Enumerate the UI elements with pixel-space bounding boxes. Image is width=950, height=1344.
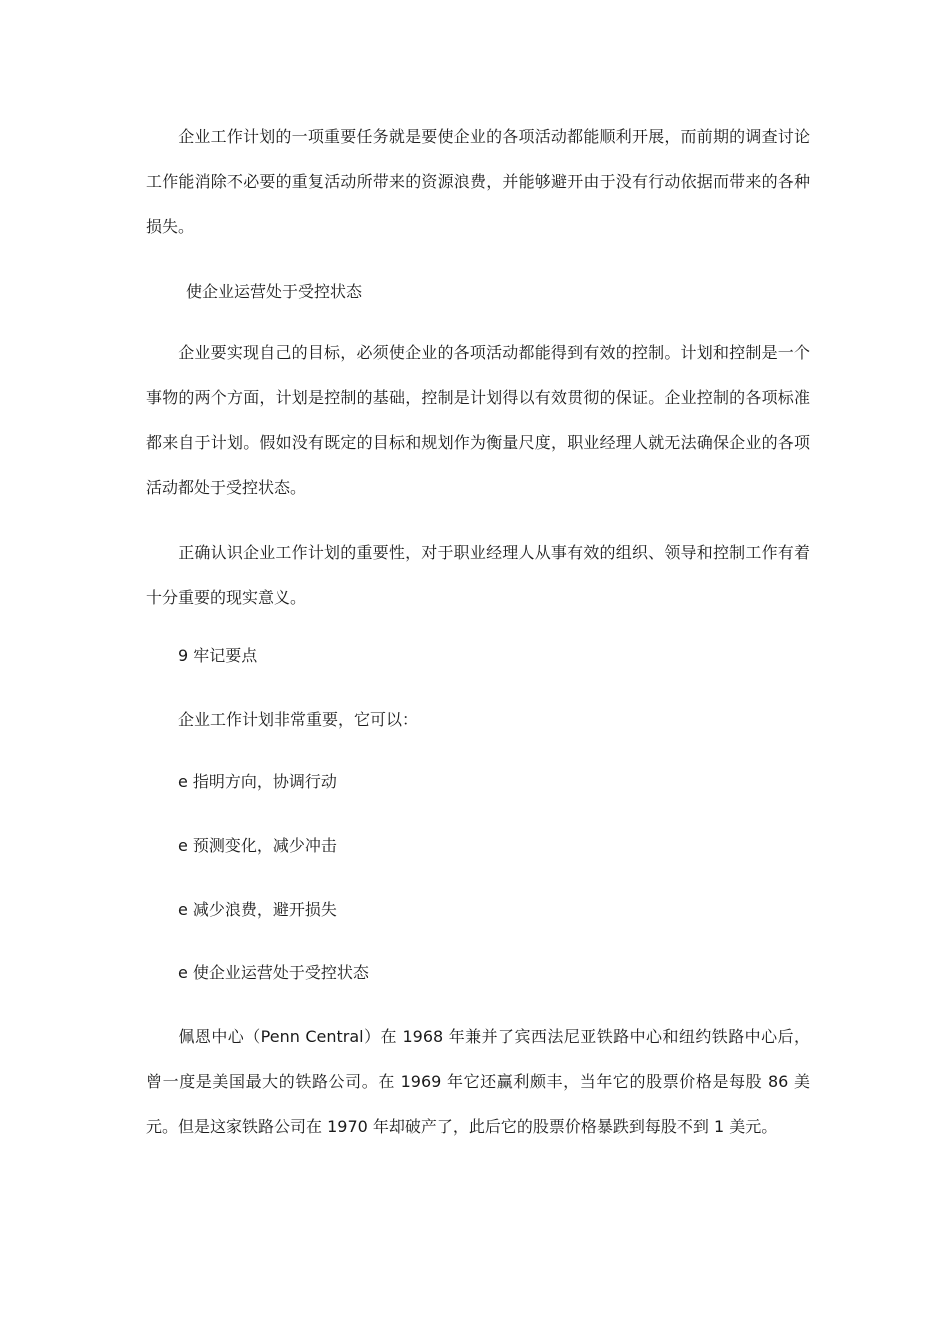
paragraph-penn-central [146,1014,810,1149]
keypoints-heading: 9 牢记要点 [178,646,258,665]
paragraph-text: 佩恩中心（Penn Central）在 1968 年兼并了宾西法尼亚铁路中心和纽约铁路中心后，曾一度是美国最大的铁路公司。在 1969 年它还赢利颇丰，当年它的股票价格是每股 86 美元。但是这家铁路公司在 1970 年却破产了，此后它的股票价格暴跌到每股不到 1 美元。 [146,1027,810,1136]
bullet-item: e 减少浪费，避开损失 [178,900,337,919]
paragraph-significance [146,530,810,620]
paragraph-control [146,330,810,510]
section-heading: 使企业运营处于受控状态 [186,282,363,301]
paragraph-text: 企业要实现自己的目标，必须使企业的各项活动都能得到有效的控制。计划和控制是一个事物的两个方面，计划是控制的基础，控制是计划得以有效贯彻的保证。企业控制的各项标准都来自于计划。假如没有既定的目标和规划作为衡量尺度，职业经理人就无法确保企业的各项活动都处于受控状态。 [146,343,810,497]
keypoints-intro: 企业工作计划非常重要，它可以： [178,710,419,729]
bullet-item: e 指明方向，协调行动 [178,772,337,791]
paragraph-text: 企业工作计划的一项重要任务就是要使企业的各项活动都能顺利开展，而前期的调查讨论工作能消除不必要的重复活动所带来的资源浪费，并能够避开由于没有行动依据而带来的各种损失。 [146,127,810,236]
paragraph-planning-purpose [146,114,810,249]
bullet-item: e 使企业运营处于受控状态 [178,963,369,982]
bullet-item: e 预测变化，减少冲击 [178,836,337,855]
paragraph-text: 正确认识企业工作计划的重要性，对于职业经理人从事有效的组织、领导和控制工作有着十分重要的现实意义。 [146,543,810,607]
